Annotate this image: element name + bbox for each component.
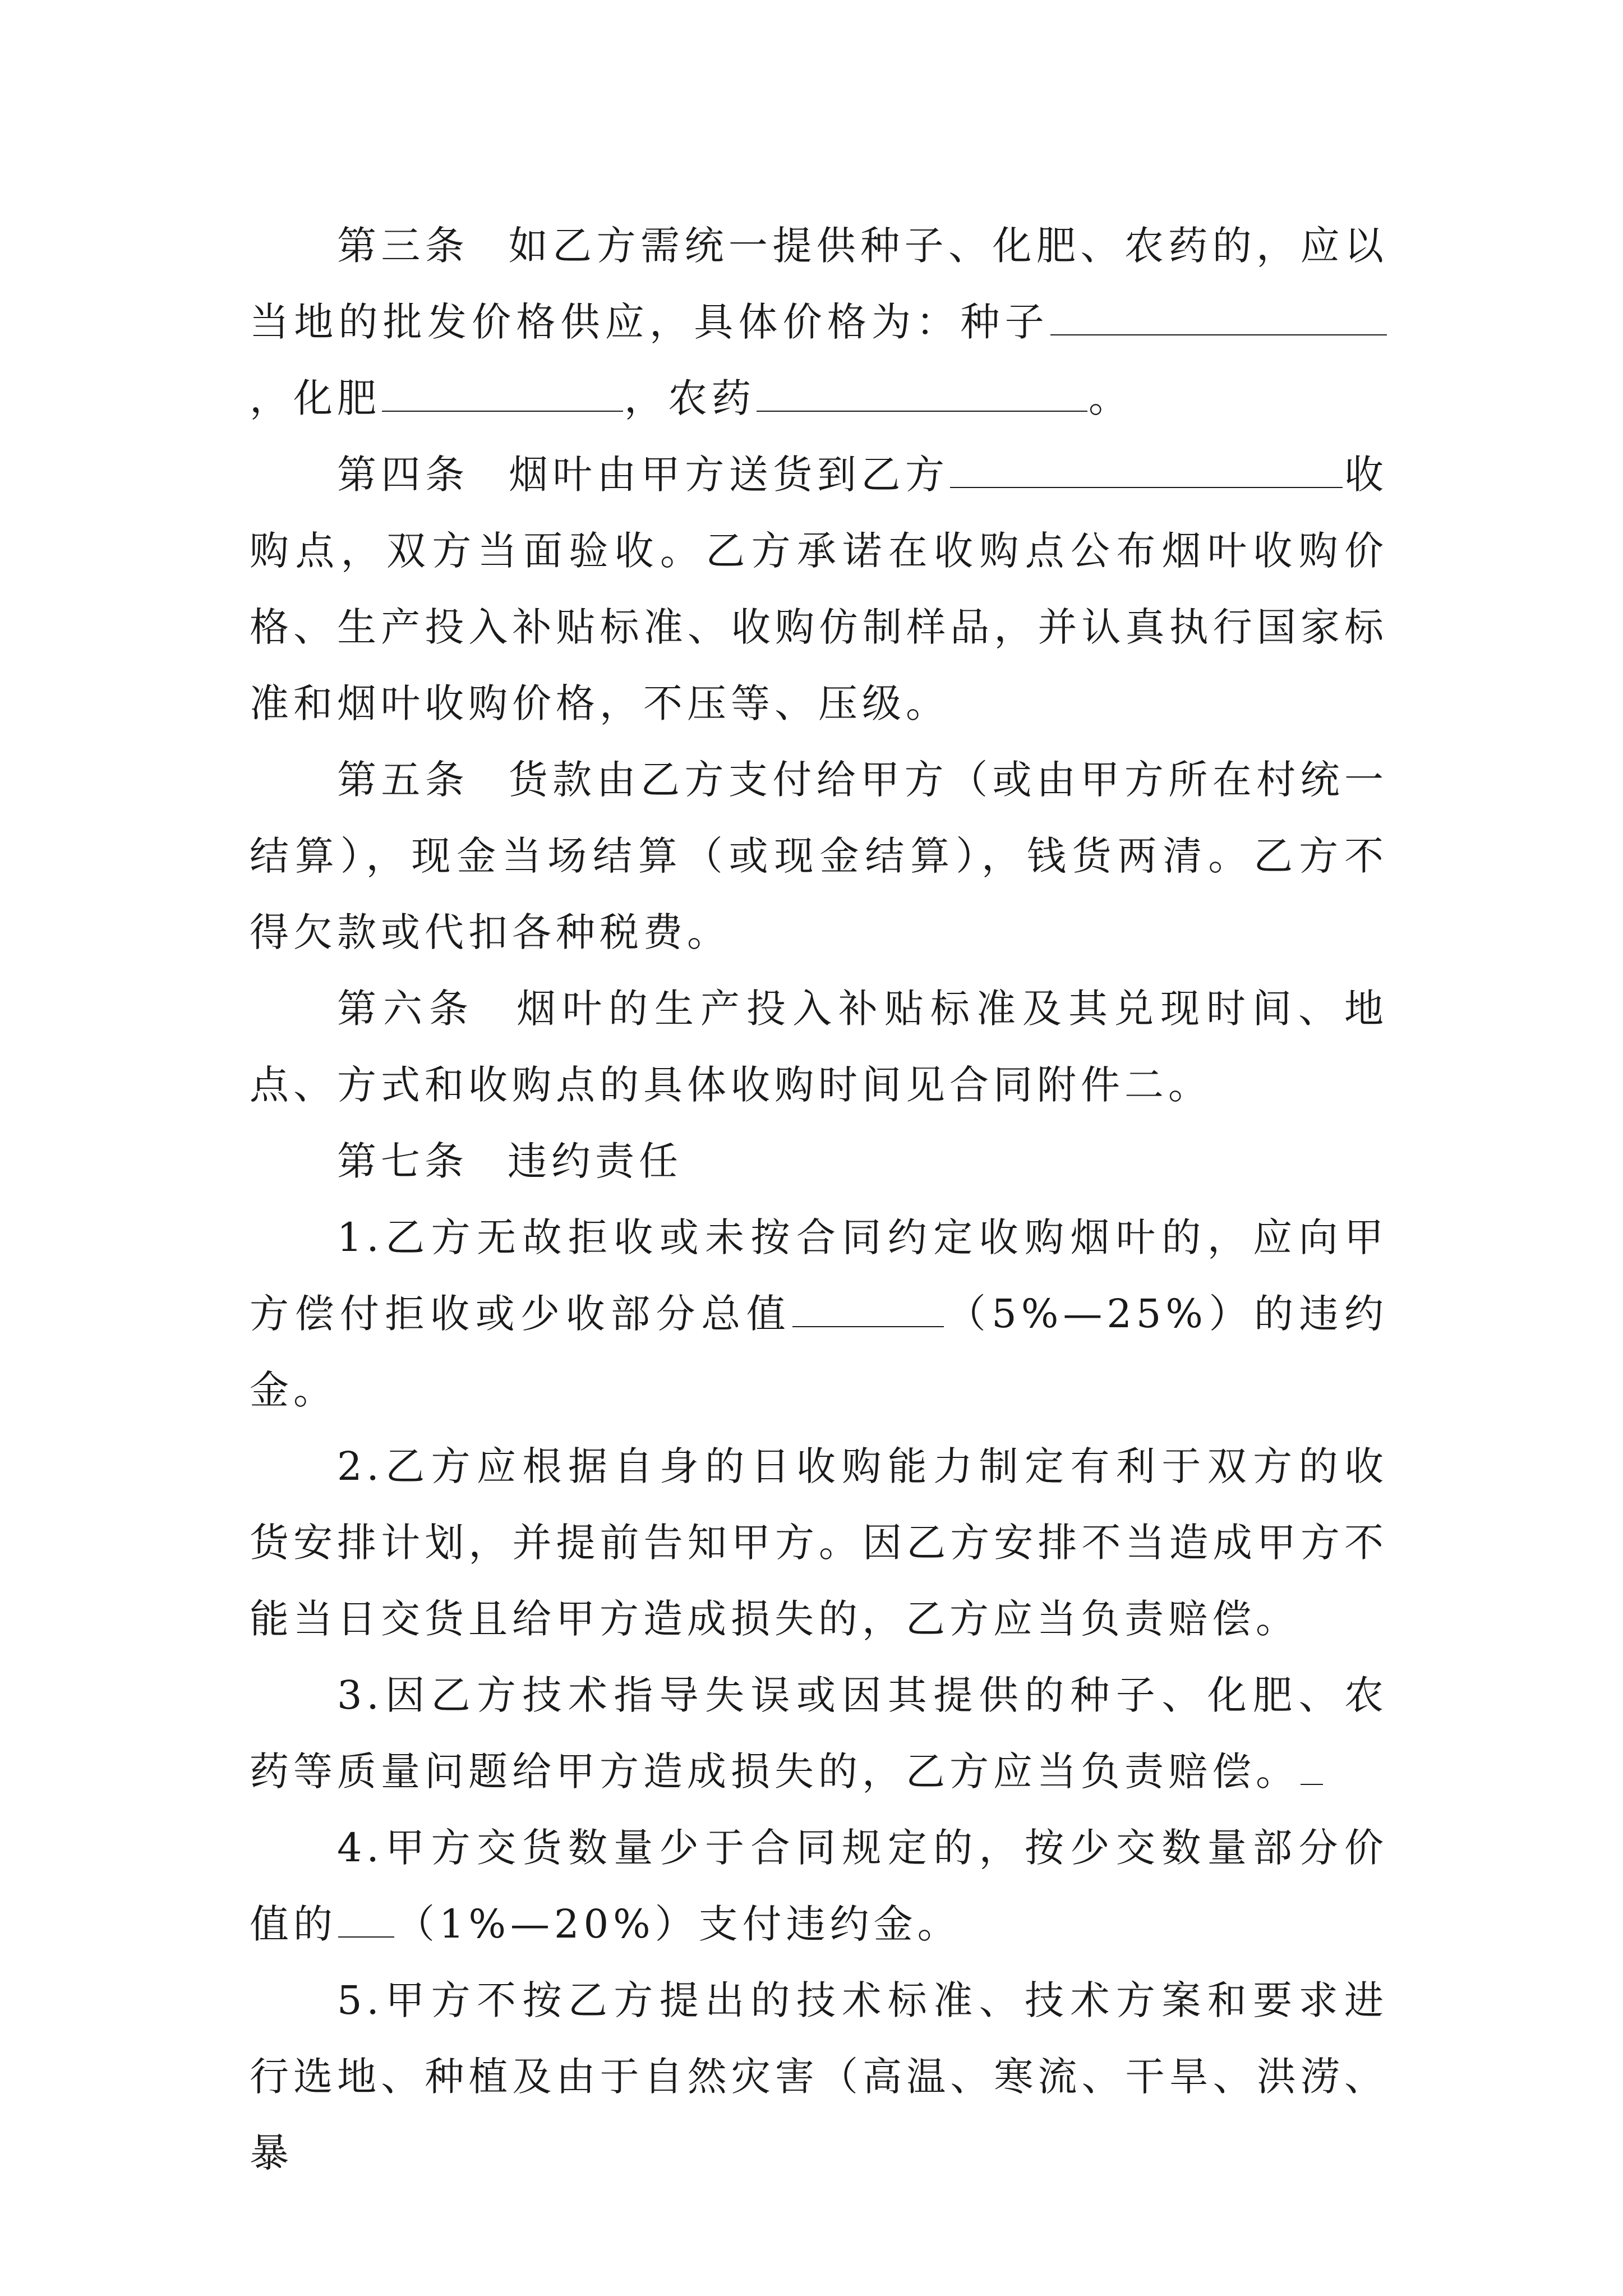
clause-3-blank[interactable]: [1301, 1749, 1323, 1785]
article-4-text-2: 收购点，双方当面验收。乙方承诺在收购点公布烟叶收购价格、生产投入补贴标准、收购仿制样品，并认真执行国家标准和烟叶收购价格，不压等、压级。: [250, 452, 1389, 726]
article-3-comma: ，: [250, 375, 293, 421]
clause-2-text: 2.乙方应根据自身的日收购能力制定有利于双方的收货安排计划，并提前告知甲方。因乙方安排不当造成甲方不能当日交货且给甲方造成损失的，乙方应当负责赔偿。: [250, 1443, 1388, 1642]
contract-text: [250, 208, 1388, 2191]
article-5: [250, 742, 1388, 970]
article-6: [250, 970, 1388, 1123]
penalty-rate-blank-2[interactable]: [338, 1902, 394, 1938]
penalty-rate-blank-1[interactable]: [792, 1291, 944, 1327]
clause-1: [250, 1199, 1388, 1428]
article-4-heading: 第四条: [337, 452, 469, 498]
article-3-fertilizer-label: 化肥: [293, 375, 381, 421]
clause-3: [250, 1657, 1388, 1810]
clause-4-text-2: （1%—20%）支付违约金。: [395, 1901, 961, 1947]
pesticide-price-blank[interactable]: [757, 376, 1087, 412]
clause-4-text: 4.甲方交货数量少于合同规定的，按少交数量部分价值的: [250, 1825, 1388, 1947]
article-4: [250, 436, 1388, 742]
article-3-text: 如乙方需统一提供种子、化肥、农药的，应以当地的批发价格供应，具体价格为：种子: [250, 223, 1389, 345]
purchase-point-blank[interactable]: [950, 452, 1343, 488]
article-3-pesticide-label: ，农药: [624, 375, 755, 421]
article-7: [250, 1123, 1388, 1199]
seed-price-blank[interactable]: [1050, 300, 1387, 335]
article-7-title: 违约责任: [508, 1138, 683, 1184]
article-3-end: 。: [1089, 375, 1132, 421]
clause-2: [250, 1428, 1388, 1657]
article-4-text: 烟叶由甲方送货到乙方: [508, 452, 949, 498]
article-6-heading: 第六条: [337, 986, 475, 1032]
clause-4: [250, 1810, 1388, 1962]
clause-5: [250, 1962, 1388, 2191]
clause-1-text-2: （5%—25%）的违约金。: [250, 1291, 1389, 1413]
article-6-text: 烟叶的生产投入补贴标准及其兑现时间、地点、方式和收购点的具体收购时间见合同附件二。: [250, 986, 1388, 1108]
article-3-heading: 第三条: [337, 223, 469, 269]
article-7-heading: 第七条: [337, 1138, 468, 1184]
fertilizer-price-blank[interactable]: [382, 376, 623, 412]
clause-3-text: 3.因乙方技术指导失误或因其提供的种子、化肥、农药等质量问题给甲方造成损失的，乙方应当负责赔偿。: [250, 1672, 1388, 1795]
article-3: [250, 208, 1388, 436]
article-5-text: 货款由乙方支付给甲方（或由甲方所在村统一结算），现金当场结算（或现金结算），钱货两清。乙方不得欠款或代扣各种税费。: [250, 757, 1389, 955]
clause-5-text: 5.甲方不按乙方提出的技术标准、技术方案和要求进行选地、种植及由于自然灾害（高温、寒流、干旱、洪涝、暴: [250, 1977, 1388, 2176]
clause-1-text: 1.乙方无故拒收或未按合同约定收购烟叶的，应向甲方偿付拒收或少收部分总值: [250, 1214, 1388, 1337]
article-5-heading: 第五条: [337, 757, 469, 803]
